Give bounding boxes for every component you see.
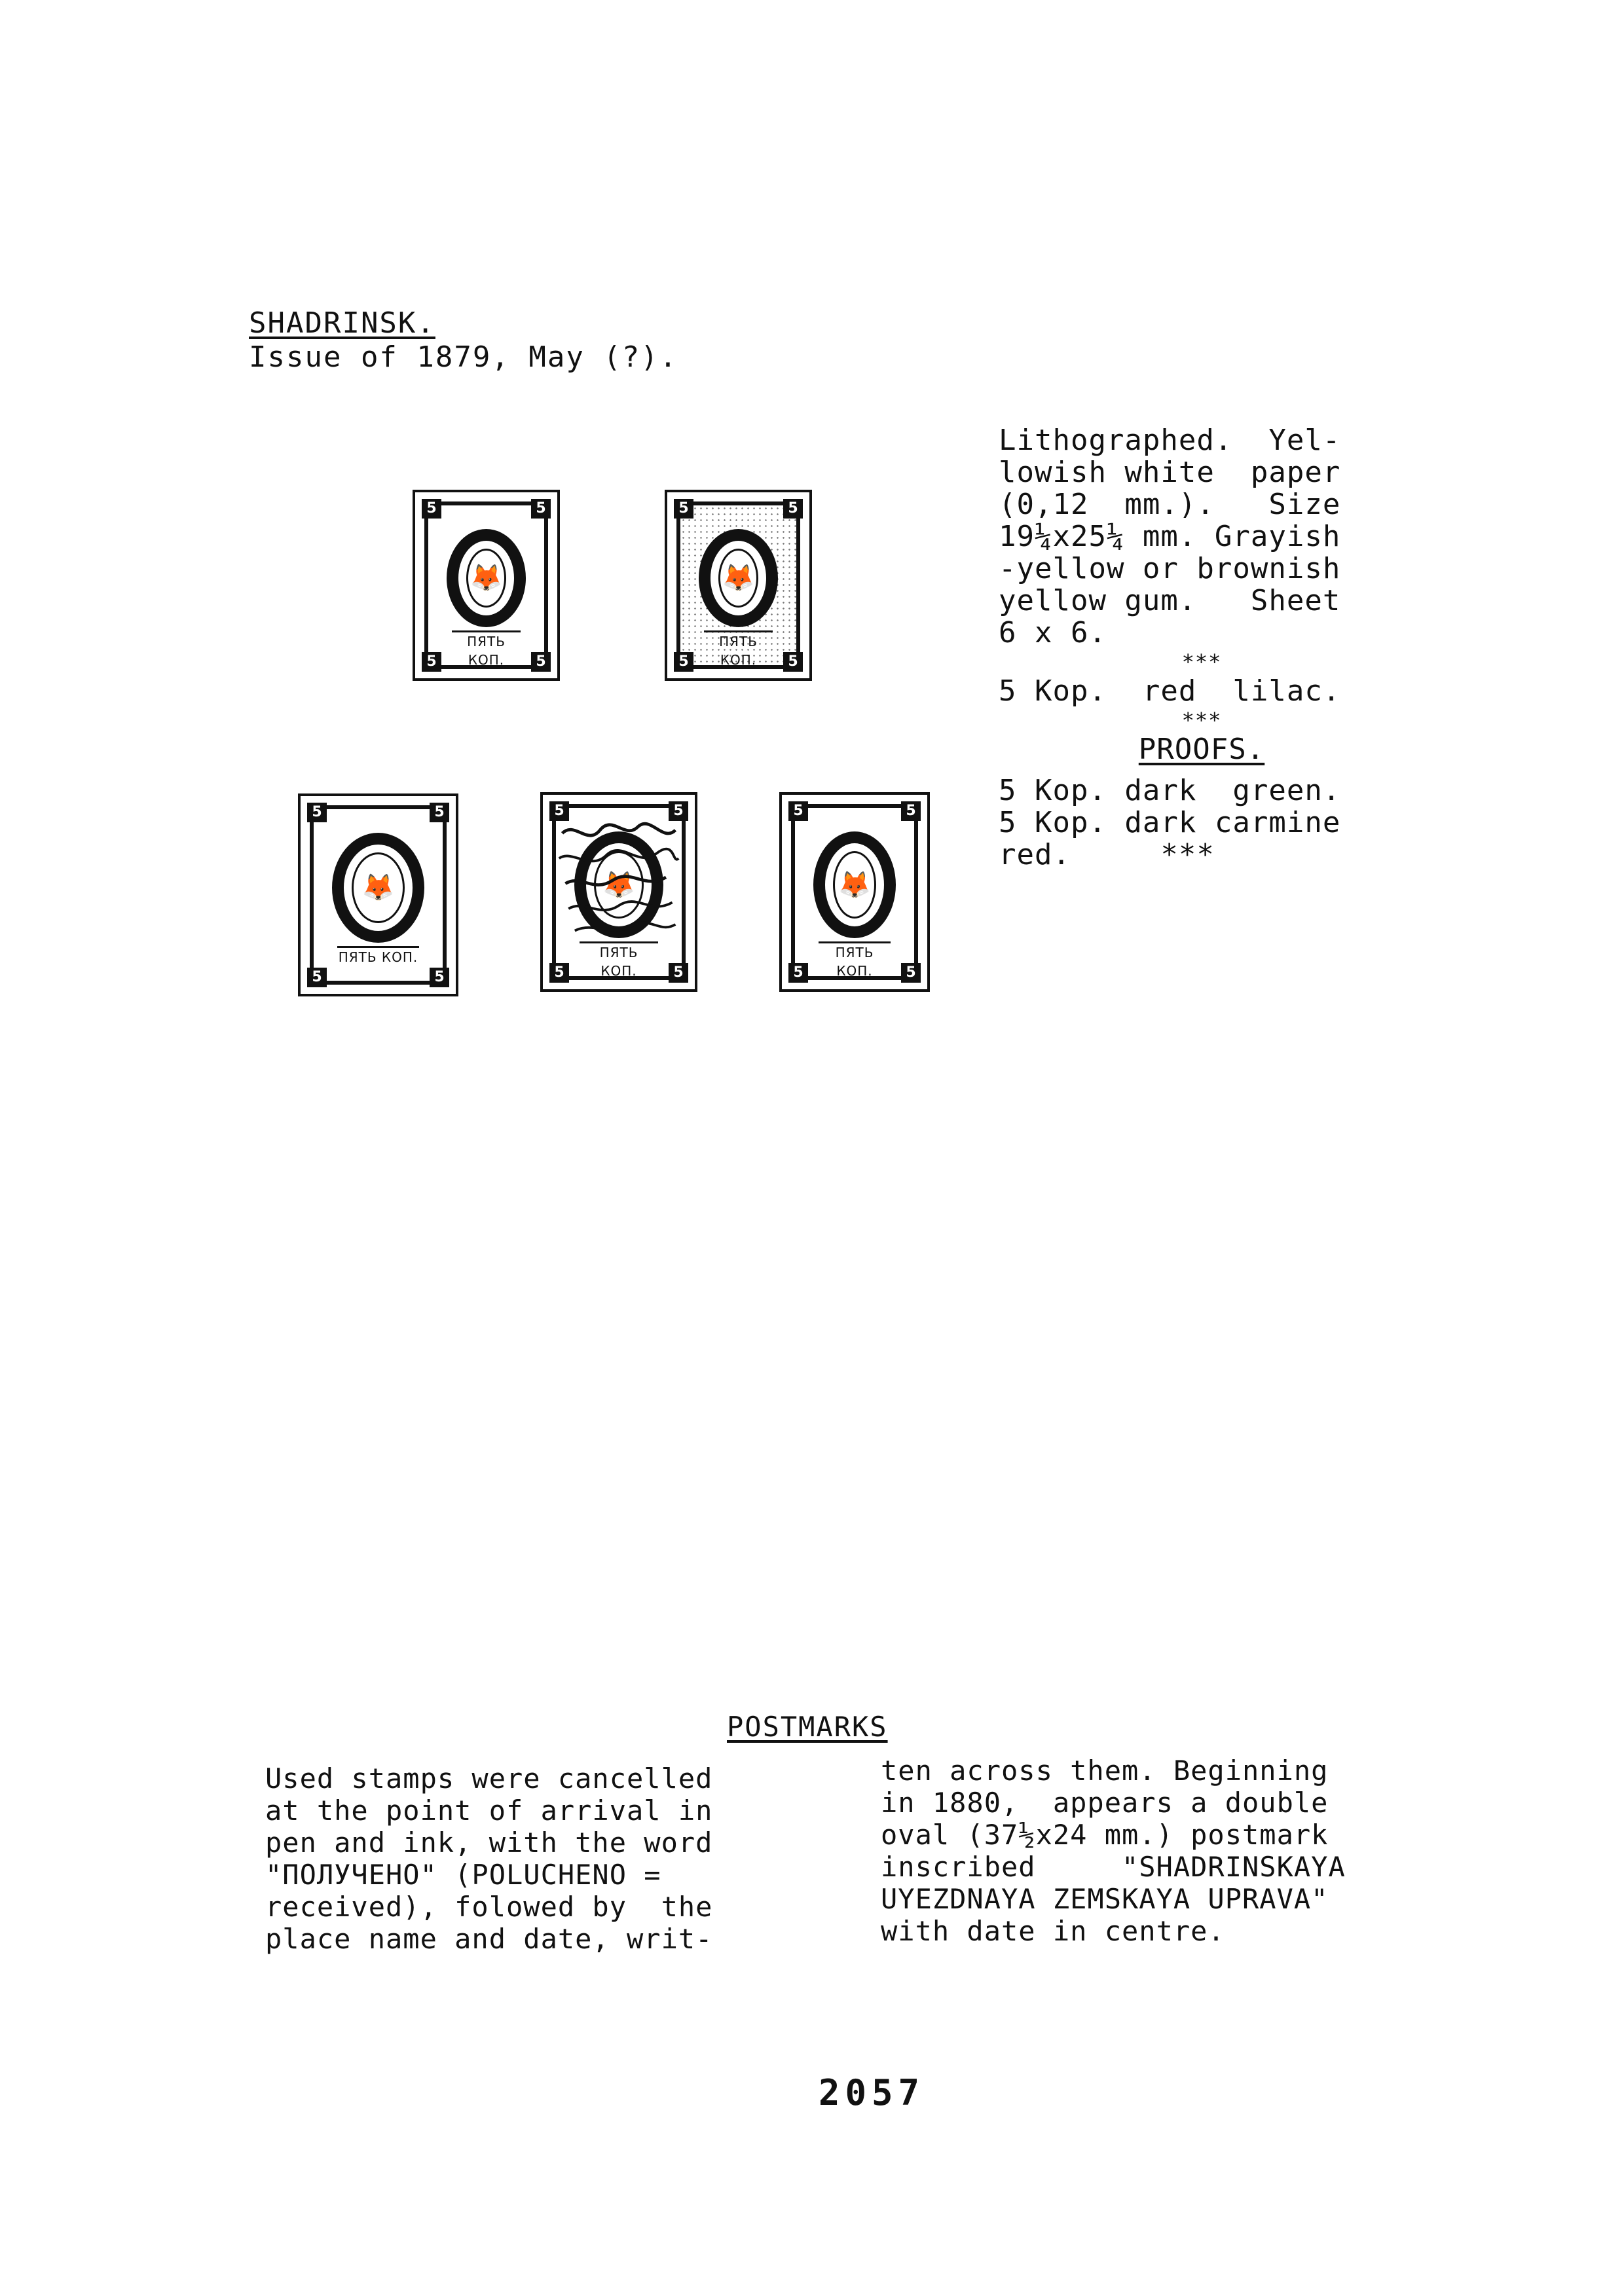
stamp-image [665, 490, 812, 681]
postmarks-line: UYEZDNAYA ZEMSKAYA UPRAVA" [881, 1883, 1329, 1915]
proofs-heading: PROOFS. [1138, 733, 1265, 766]
stamp-value-text: ПЯТЬ КОП. [580, 941, 658, 962]
corner-numeral: 5 [430, 803, 449, 822]
corner-numeral: 5 [307, 968, 327, 987]
place-title: SHADRINSK. [249, 306, 435, 340]
corner-numeral: 5 [549, 963, 569, 983]
page-number: 2057 [819, 2072, 925, 2113]
fox-icon: 🦊 [602, 869, 635, 900]
pen-cancellation [556, 814, 682, 940]
fox-icon: 🦊 [838, 869, 871, 900]
stamp-image [298, 793, 458, 996]
postmarks-line: "ПОЛУЧЕНО" (POLUCHENO = [265, 1859, 661, 1891]
stamp-value-text: ПЯТЬ КОП. [704, 630, 773, 651]
postmarks-line: Used stamps were cancelled [265, 1762, 713, 1795]
postmarks-line: ten across them. Beginning [881, 1755, 1329, 1787]
description-line: Lithographed. Yel- [999, 424, 1341, 457]
postmarks-line: with date in centre. [881, 1915, 1225, 1947]
postmarks-line: received), folowed by the [265, 1891, 713, 1923]
corner-numeral: 5 [783, 499, 803, 519]
corner-numeral: 5 [422, 652, 441, 672]
value-line: 5 Kop. red lilac. [999, 674, 1341, 708]
corner-numeral: 5 [307, 803, 327, 822]
stamp-value-text: ПЯТЬ КОП. [452, 630, 521, 651]
description-line: -yellow or brownish [999, 552, 1341, 585]
postmarks-line: inscribed "SHADRINSKAYA [881, 1851, 1346, 1883]
stamp-value-text: ПЯТЬ КОП. [819, 941, 891, 962]
fox-icon: 🦊 [722, 563, 755, 593]
corner-numeral: 5 [674, 499, 693, 519]
stamp-value-text: ПЯТЬ КОП. [337, 946, 419, 966]
corner-numeral: 5 [788, 801, 808, 821]
stamp-illustrations [0, 0, 1624, 1048]
description-line: lowish white paper [999, 456, 1341, 489]
corner-numeral: 5 [531, 652, 551, 672]
corner-numeral: 5 [674, 652, 693, 672]
separator-asterisks: *** [1181, 708, 1222, 733]
corner-numeral: 5 [422, 499, 441, 519]
description-line: yellow gum. Sheet [999, 584, 1341, 617]
description-line: 19¼x25¼ mm. Grayish [999, 520, 1341, 553]
postmarks-heading-wrap [727, 1710, 888, 1744]
corner-numeral: 5 [901, 801, 921, 821]
stamp-description [999, 424, 1365, 871]
corner-numeral: 5 [669, 963, 688, 983]
proof-line: 5 Kop. dark green. [999, 774, 1341, 807]
corner-numeral: 5 [549, 801, 569, 821]
stamp-image [779, 792, 930, 992]
stamp-image [540, 792, 697, 992]
corner-numeral: 5 [531, 499, 551, 519]
stamp-image [413, 490, 560, 681]
postmarks-line: pen and ink, with the word [265, 1827, 713, 1859]
fox-icon: 🦊 [470, 563, 503, 593]
postmarks-line: oval (37½x24 mm.) postmark [881, 1819, 1329, 1851]
postmarks-text-right [881, 1755, 1346, 1947]
postmarks-line: at the point of arrival in [265, 1795, 713, 1827]
postmarks-line: in 1880, appears a double [881, 1787, 1329, 1819]
proof-line: 5 Kop. dark carmine [999, 806, 1341, 839]
issue-subtitle: Issue of 1879, May (?). [249, 340, 678, 374]
fox-icon: 🦊 [361, 873, 395, 903]
proof-line: red. *** [999, 838, 1215, 871]
postmarks-line: place name and date, writ- [265, 1923, 713, 1955]
postmarks-text-left [265, 1762, 712, 1955]
corner-numeral: 5 [901, 963, 921, 983]
corner-numeral: 5 [788, 963, 808, 983]
corner-numeral: 5 [783, 652, 803, 672]
separator-asterisks: *** [1181, 649, 1222, 674]
description-line: 6 x 6. [999, 616, 1107, 649]
description-line: (0,12 mm.). Size [999, 488, 1341, 521]
corner-numeral: 5 [430, 968, 449, 987]
postmarks-heading: POSTMARKS [727, 1711, 888, 1743]
corner-numeral: 5 [669, 801, 688, 821]
